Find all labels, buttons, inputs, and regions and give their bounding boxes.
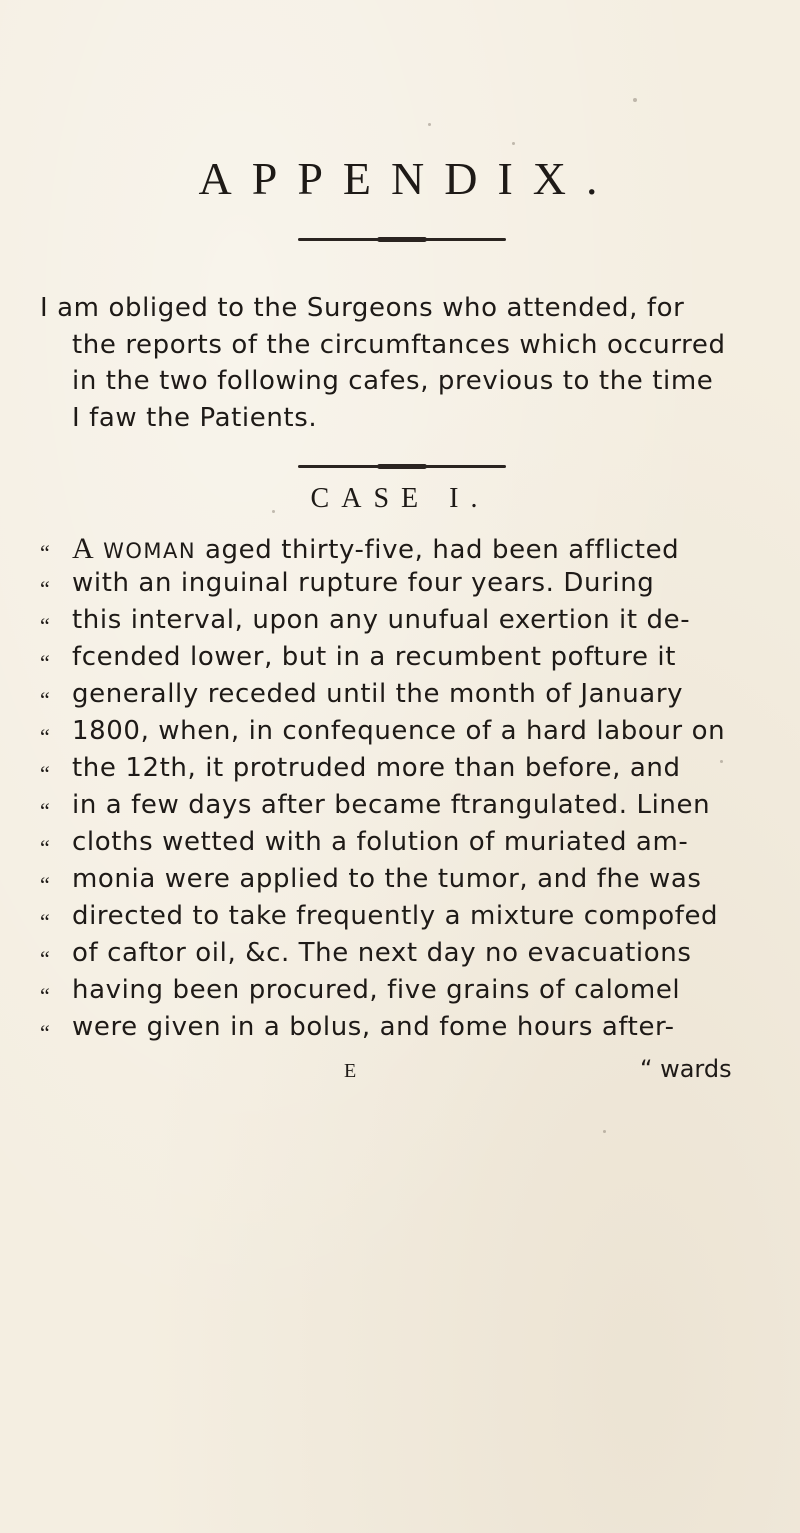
quote-mark: “	[40, 835, 50, 860]
quote-mark: “	[40, 983, 50, 1008]
case-line-4: fcended lower, but in a recumbent pofture it	[72, 642, 677, 672]
quote-mark: “	[40, 798, 50, 823]
case-initial: A	[72, 532, 95, 565]
paper-speck	[633, 98, 637, 102]
case-line-10: monia were applied to the tumor, and fhe was	[72, 864, 702, 894]
quote-mark: “	[40, 650, 50, 675]
intro-line-4: I faw the Patients.	[72, 403, 318, 433]
case-line-1-rest: aged thirty-five, had been afflicted	[196, 535, 680, 565]
case-line-7: the 12th, it protruded more than before, and	[72, 753, 681, 783]
paper-speck	[512, 142, 515, 145]
quote-mark: “	[40, 1020, 50, 1045]
case-line-1	[72, 532, 679, 566]
case-smallcaps-word: WOMAN	[103, 539, 197, 563]
case-line-8: in a few days after became ftrangulated. Linen	[72, 790, 711, 820]
quote-mark: “	[40, 576, 50, 601]
ornamental-rule-bottom	[298, 465, 506, 468]
paper-speck	[603, 1130, 606, 1133]
paper-speck	[272, 510, 275, 513]
catchword: “ wards	[640, 1055, 732, 1083]
quote-mark: “	[40, 909, 50, 934]
quote-mark: “	[40, 540, 50, 565]
case-line-12: of caftor oil, &c. The next day no evacuations	[72, 938, 692, 968]
case-line-6: 1800, when, in confequence of a hard labour on	[72, 716, 726, 746]
intro-line-3: in the two following cafes, previous to the time	[72, 366, 714, 396]
ornamental-rule-top	[298, 238, 506, 241]
case-line-9: cloths wetted with a folution of muriated am-	[72, 827, 689, 857]
quote-mark: “	[40, 946, 50, 971]
quote-mark: “	[40, 613, 50, 638]
signature-mark: E	[344, 1060, 357, 1082]
intro-line-1: I am obliged to the Surgeons who attended, for	[40, 293, 685, 323]
appendix-heading: APPENDIX.	[198, 153, 618, 204]
case-line-2: with an inguinal rupture four years. During	[72, 568, 655, 598]
case-title: CASE I.	[310, 483, 490, 514]
quote-mark: “	[40, 687, 50, 712]
case-line-13: having been procured, five grains of calomel	[72, 975, 681, 1005]
quote-mark: “	[40, 724, 50, 749]
case-line-3: this interval, upon any unufual exertion it de-	[72, 605, 691, 635]
intro-line-2: the reports of the circumftances which occurred	[72, 330, 726, 360]
quote-mark: “	[40, 761, 50, 786]
case-line-14: were given in a bolus, and fome hours after-	[72, 1012, 675, 1042]
paper-speck	[428, 123, 431, 126]
case-line-5: generally receded until the month of January	[72, 679, 684, 709]
paper-speck	[720, 760, 723, 763]
quote-mark: “	[40, 872, 50, 897]
case-line-11: directed to take frequently a mixture compofed	[72, 901, 719, 931]
